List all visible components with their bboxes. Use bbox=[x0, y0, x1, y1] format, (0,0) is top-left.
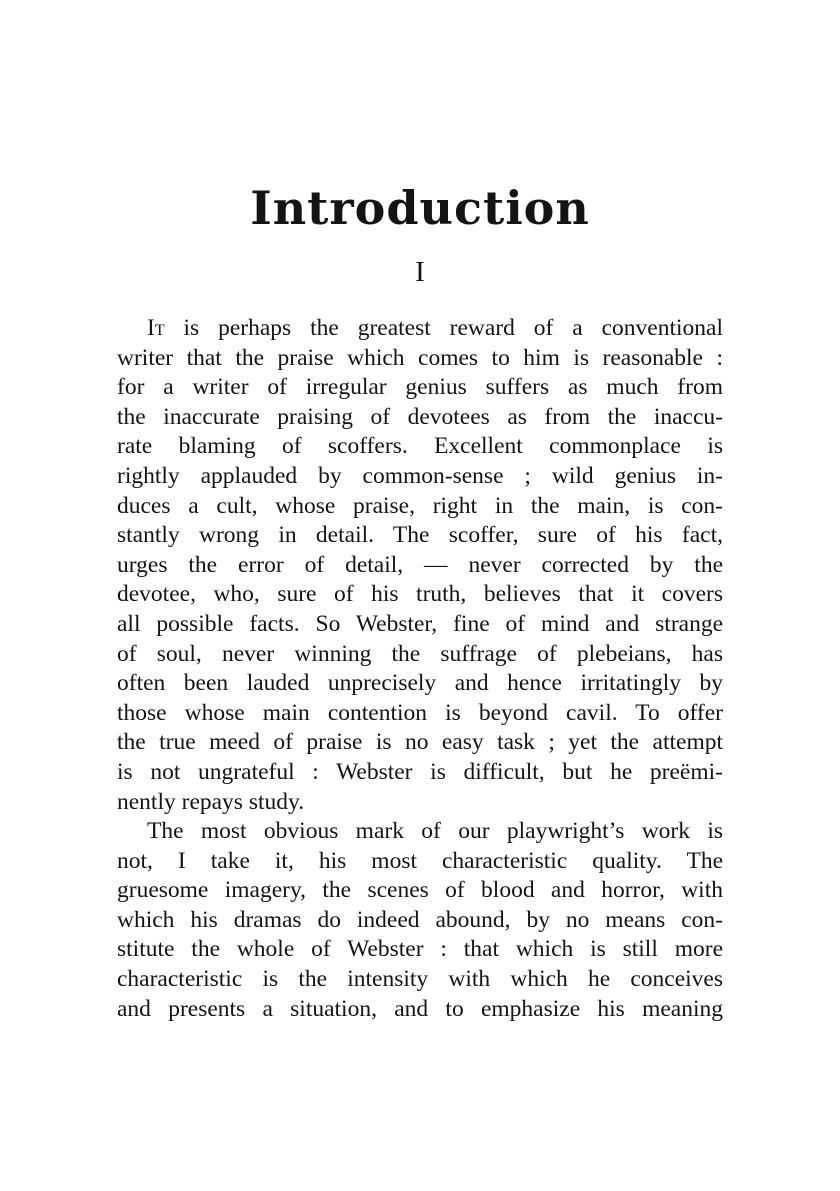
text-line: rightly applauded by common-sense ; wild genius in- bbox=[117, 462, 723, 489]
text-line: duces a cult, whose praise, right in the main, is con- bbox=[117, 492, 723, 519]
text-line: all possible facts. So Webster, fine of mind and strange bbox=[117, 610, 723, 637]
text-line: often been lauded unprecisely and hence irritatingly by bbox=[117, 670, 723, 697]
text-line: urges the error of detail, — never corrected by the bbox=[117, 551, 723, 578]
text-line bbox=[117, 314, 723, 344]
text-line: nently repays study. bbox=[117, 788, 305, 815]
text-line: not, I take it, his most characteristic quality. The bbox=[117, 847, 723, 874]
text-line: rate blaming of scoffers. Excellent commonplace is bbox=[117, 433, 723, 460]
text-line: for a writer of irregular genius suffers as much from bbox=[117, 374, 723, 401]
chapter-title: Introduction bbox=[250, 181, 590, 235]
text-line: The most obvious mark of our playwright’s work is bbox=[147, 818, 723, 845]
text-line: of soul, never winning the suffrage of plebeians, has bbox=[117, 640, 723, 667]
text-line: which his dramas do indeed abound, by no means con- bbox=[117, 906, 723, 933]
text-line: the inaccurate praising of devotees as from the inaccu- bbox=[117, 403, 723, 430]
text-line: stantly wrong in detail. The scoffer, sure of his fact, bbox=[117, 522, 723, 549]
drop-cap-word: It bbox=[147, 315, 165, 341]
text-line: those whose main contention is beyond cavil. To offer bbox=[117, 699, 723, 726]
body-text bbox=[117, 314, 723, 1024]
text-line: gruesome imagery, the scenes of blood and horror, with bbox=[117, 877, 723, 904]
line-text: is perhaps the greatest reward of a conventional bbox=[164, 315, 723, 341]
text-line: writer that the praise which comes to him is reasonable : bbox=[117, 344, 723, 371]
section-number: I bbox=[415, 256, 425, 288]
text-line: characteristic is the intensity with which he conceives bbox=[117, 966, 723, 993]
text-line: is not ungrateful : Webster is difficult, but he preëmi- bbox=[117, 758, 723, 785]
text-line: stitute the whole of Webster : that which is still more bbox=[117, 936, 723, 963]
text-line: the true meed of praise is no easy task ; yet the attempt bbox=[117, 729, 723, 756]
text-line: devotee, who, sure of his truth, believes that it covers bbox=[117, 581, 723, 608]
text-line: and presents a situation, and to emphasize his meaning bbox=[117, 995, 723, 1022]
